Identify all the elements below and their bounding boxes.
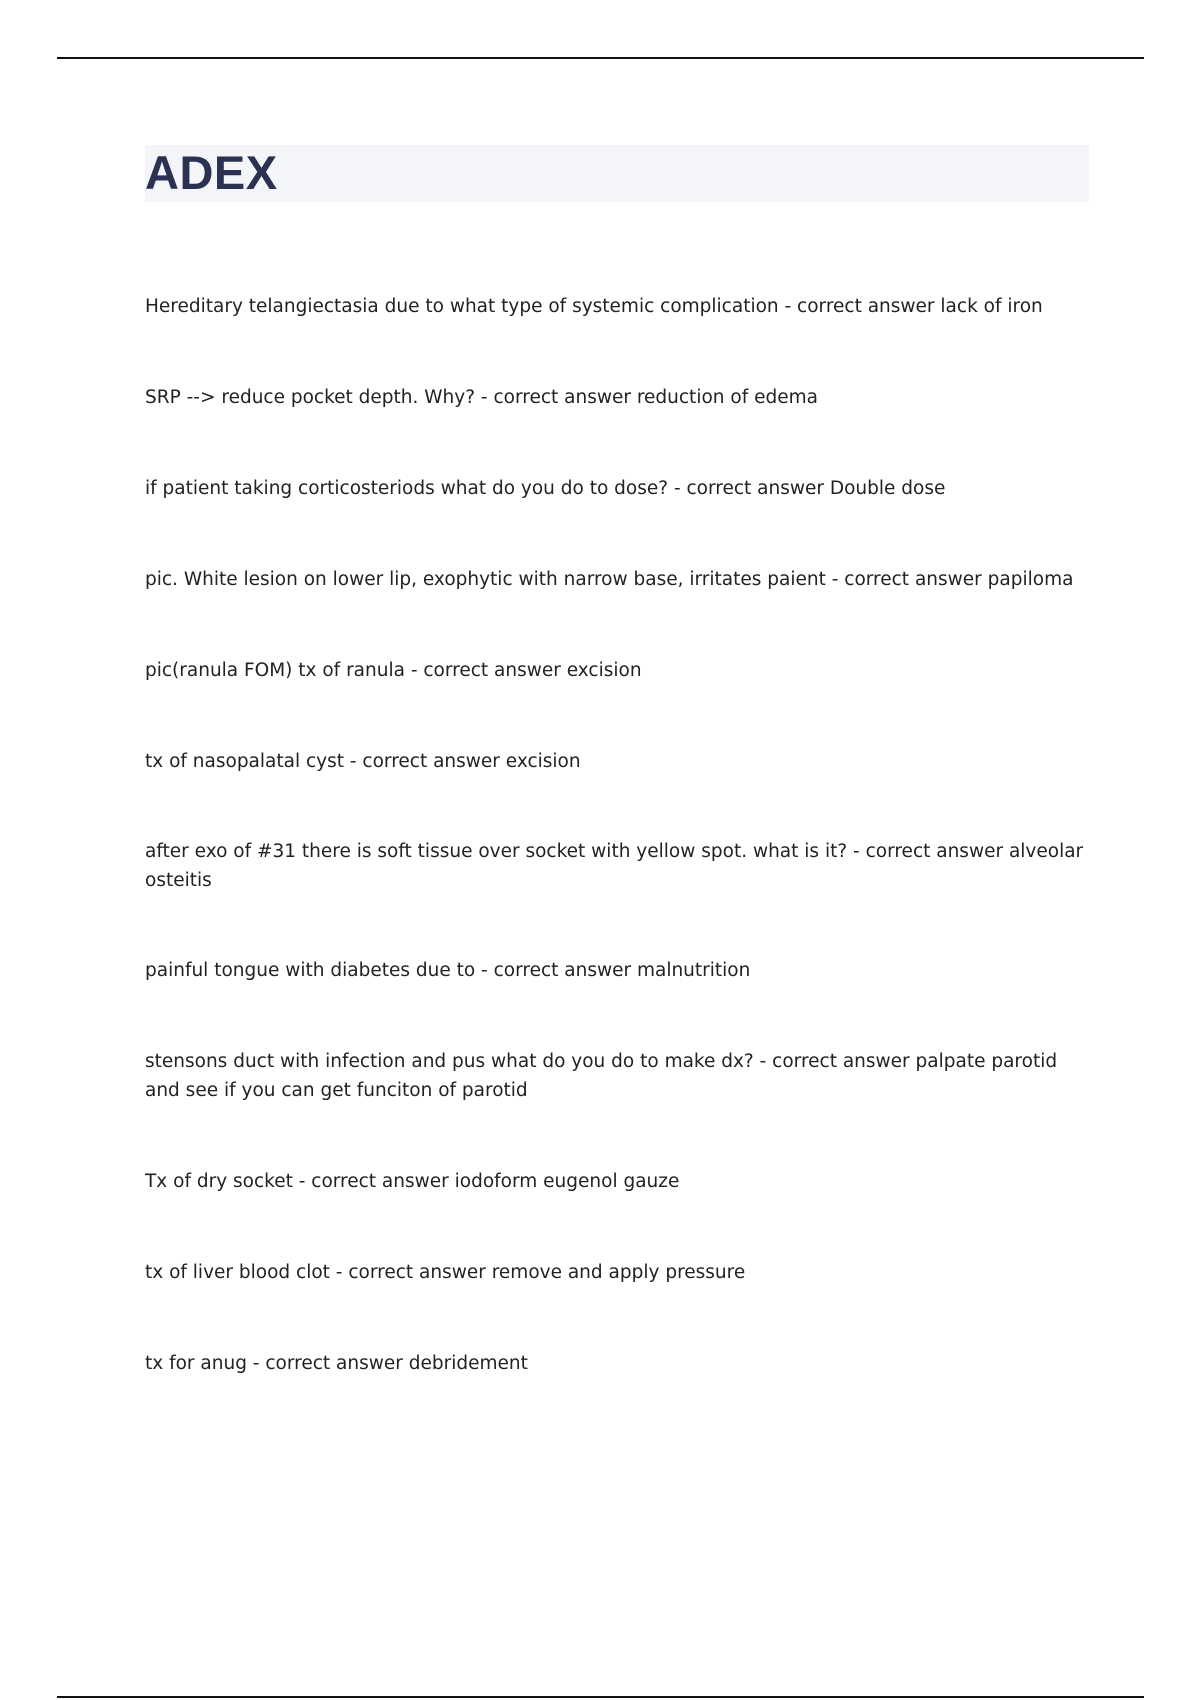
qa-item: SRP --> reduce pocket depth. Why? - correct answer reduction of edema (145, 387, 818, 408)
qa-item: after exo of #31 there is soft tissue over socket with yellow spot. what is it? - correct answer alveolar osteitis (145, 841, 1084, 891)
qa-item: Hereditary telangiectasia due to what type of systemic complication - correct answer lack of iron (145, 296, 1043, 317)
top-rule (57, 57, 1144, 59)
title-band (145, 145, 1089, 202)
qa-item: painful tongue with diabetes due to - correct answer malnutrition (145, 960, 751, 981)
qa-item: tx for anug - correct answer debridement (145, 1353, 528, 1374)
qa-item: tx of nasopalatal cyst - correct answer excision (145, 751, 581, 772)
qa-item: pic. White lesion on lower lip, exophytic with narrow base, irritates paient - correct answer papiloma (145, 569, 1074, 590)
page-title: ADEX (145, 146, 278, 199)
qa-item: Tx of dry socket - correct answer iodoform eugenol gauze (145, 1171, 680, 1192)
qa-item: tx of liver blood clot - correct answer remove and apply pressure (145, 1262, 746, 1283)
bottom-rule (57, 1696, 1144, 1698)
qa-item: pic(ranula FOM) tx of ranula - correct answer excision (145, 660, 642, 681)
qa-item: stensons duct with infection and pus what do you do to make dx? - correct answer palpate parotid and see if you can get funciton of parotid (145, 1051, 1058, 1101)
qa-item: if patient taking corticosteriods what do you do to dose? - correct answer Double dose (145, 478, 946, 499)
